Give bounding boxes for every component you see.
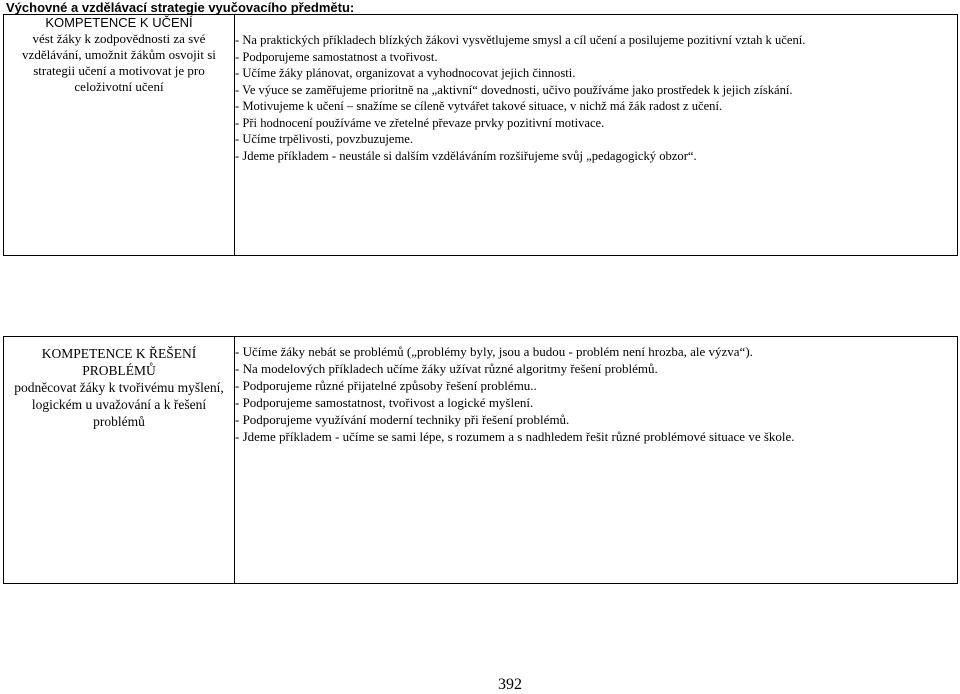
page-heading: Výchovné a vzdělávací strategie vyučovacího předmětu: — [6, 0, 355, 15]
competence-title: KOMPETENCE K ŘEŠENÍ PROBLÉMŮ — [41, 346, 197, 378]
strategy-item: - Při hodnocení používáme ve zřetelné převaze prvky pozitivní motivace. — [235, 115, 605, 130]
strategy-item: - Podporujeme samostatnost a tvořivost. — [235, 49, 438, 64]
strategy-item: - Na modelových příkladech učíme žáky užívat různé algoritmy řešení problémů. — [235, 361, 658, 376]
competence-description: vést žáky k zodpovědnosti za své vzdělávání, umožnit žákům osvojit si strategii učení a motivovat je pro celoživotní učení — [22, 31, 216, 94]
strategies-cell — [235, 15, 958, 256]
competence-title: KOMPETENCE K UČENÍ — [45, 15, 193, 30]
competence-cell — [4, 15, 235, 256]
strategy-item: - Učíme trpělivosti, povzbuzujeme. — [235, 132, 414, 146]
strategy-item: - Ve výuce se zaměřujeme prioritně na „aktivní“ dovednosti, učivo používáme jako prostředek k jejich získání. — [235, 82, 793, 97]
strategy-item: - Jdeme příkladem - neustále si dalším vzděláváním rozšiřujeme svůj „pedagogický obzor“. — [235, 148, 697, 163]
strategy-item: - Podporujeme využívání moderní techniky při řešení problémů. — [235, 412, 570, 427]
page-number: 392 — [498, 676, 522, 693]
competence-table-learning — [3, 14, 958, 256]
strategies-cell — [235, 337, 958, 584]
strategy-item: - Učíme žáky plánovat, organizovat a vyhodnocovat jejich činnosti. — [235, 66, 576, 80]
competence-cell — [4, 337, 235, 584]
strategy-item: - Motivujeme k učení – snažíme se cíleně vytvářet takové situace, v nichž má žák radost z učení. — [235, 99, 723, 113]
competence-description: podněcovat žáky k tvořivému myšlení, logickém u uvažování a k řešení problémů — [14, 380, 224, 429]
competence-table-problem-solving — [3, 336, 958, 584]
strategy-item: - Jdeme příkladem - učíme se sami lépe, s rozumem a s nadhledem řešit různé problémové situace ve škole. — [235, 429, 795, 444]
strategy-item: - Podporujeme různé přijatelné způsoby řešení problému.. — [235, 378, 537, 393]
strategy-item: - Učíme žáky nebát se problémů („problémy byly, jsou a budou - problém není hrozba, ale výzva“). — [235, 344, 753, 359]
strategy-item: - Na praktických příkladech blízkých žákovi vysvětlujeme smysl a cíl učení a posilujeme pozitivní vztah k učení. — [235, 33, 806, 47]
strategy-item: - Podporujeme samostatnost, tvořivost a logické myšlení. — [235, 395, 534, 410]
